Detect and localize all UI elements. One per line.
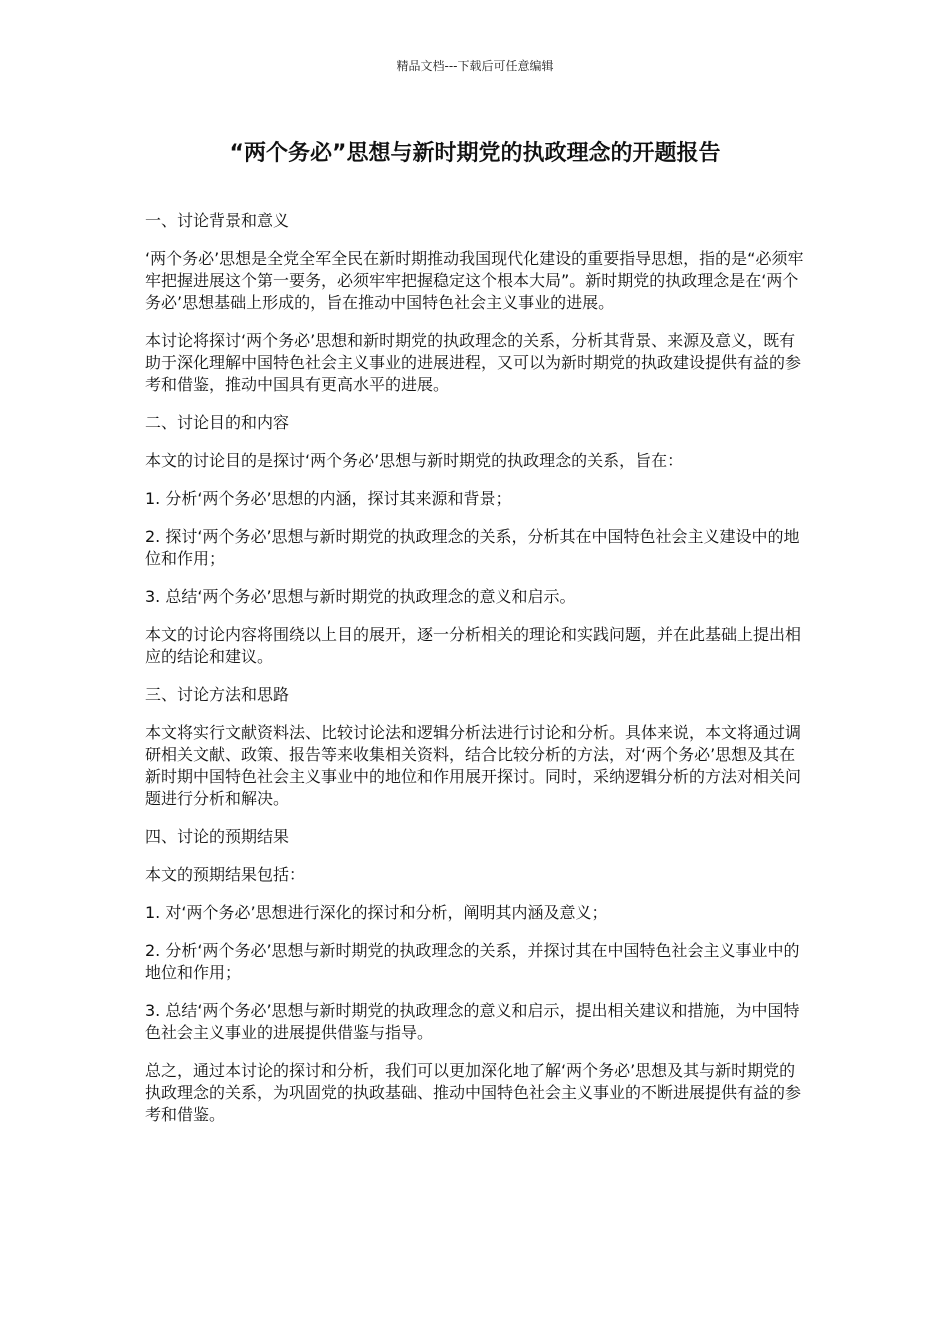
- page-header: 精品文档---下载后可任意编辑: [396, 59, 554, 73]
- section-heading-results: 四、讨论的预期结果: [145, 827, 290, 846]
- document-title: “两个务必”思想与新时期党的执政理念的开题报告: [229, 141, 721, 166]
- paragraph-background-2: 本讨论将探讨‘两个务必’思想和新时期党的执政理念的关系，分析其背景、来源及意义，既有助于深化理解中国特色社会主义事业的进展进程，又可以为新时期党的执政建设提供有益的参考和借鉴，推动中国具有更高水平的进展。: [145, 331, 802, 394]
- paragraph-background-1: ‘两个务必’思想是全党全军全民在新时期推动我国现代化建设的重要指导思想，指的是“必须牢牢把握进展这个第一要务，必须牢牢把握稳定这个根本大局”。新时期党的执政理念是在‘两个务必’思想基础上形成的，旨在推动中国特色社会主义事业的进展。: [145, 249, 804, 312]
- paragraph-purpose-intro: 本文的讨论目的是探讨‘两个务必’思想与新时期党的执政理念的关系，旨在：: [145, 451, 684, 470]
- list-item-purpose-1: 1. 分析‘两个务必’思想的内涵，探讨其来源和背景；: [145, 489, 512, 508]
- list-item-results-1: 1. 对‘两个务必’思想进行深化的探讨和分析，阐明其内涵及意义；: [145, 903, 608, 922]
- paragraph-purpose-content: 本文的讨论内容将围绕以上目的展开，逐一分析相关的理论和实践问题，并在此基础上提出相应的结论和建议。: [145, 625, 802, 666]
- paragraph-method: 本文将实行文献资料法、比较讨论法和逻辑分析法进行讨论和分析。具体来说，本文将通过调研相关文献、政策、报告等来收集相关资料，结合比较分析的方法，对‘两个务必’思想及其在新时期中国特色社会主义事业中的地位和作用展开探讨。同时，采纳逻辑分析的方法对相关问题进行分析和解决。: [145, 723, 802, 808]
- list-item-purpose-3: 3. 总结‘两个务必’思想与新时期党的执政理念的意义和启示。: [145, 587, 576, 606]
- document-body: [145, 210, 807, 1142]
- section-heading-purpose: 二、讨论目的和内容: [145, 413, 290, 432]
- section-heading-background: 一、讨论背景和意义: [145, 211, 290, 230]
- section-heading-method: 三、讨论方法和思路: [145, 685, 290, 704]
- list-item-results-3: 3. 总结‘两个务必’思想与新时期党的执政理念的意义和启示，提出相关建议和措施，为中国特色社会主义事业的进展提供借鉴与指导。: [145, 1001, 800, 1042]
- list-item-purpose-2: 2. 探讨‘两个务必’思想与新时期党的执政理念的关系，分析其在中国特色社会主义建设中的地位和作用；: [145, 527, 800, 568]
- list-item-results-2: 2. 分析‘两个务必’思想与新时期党的执政理念的关系，并探讨其在中国特色社会主义事业中的地位和作用；: [145, 941, 800, 982]
- paragraph-results-intro: 本文的预期结果包括：: [145, 865, 306, 884]
- paragraph-conclusion: 总之，通过本讨论的探讨和分析，我们可以更加深化地了解‘两个务必’思想及其与新时期党的执政理念的关系，为巩固党的执政基础、推动中国特色社会主义事业的不断进展提供有益的参考和借鉴。: [145, 1061, 802, 1124]
